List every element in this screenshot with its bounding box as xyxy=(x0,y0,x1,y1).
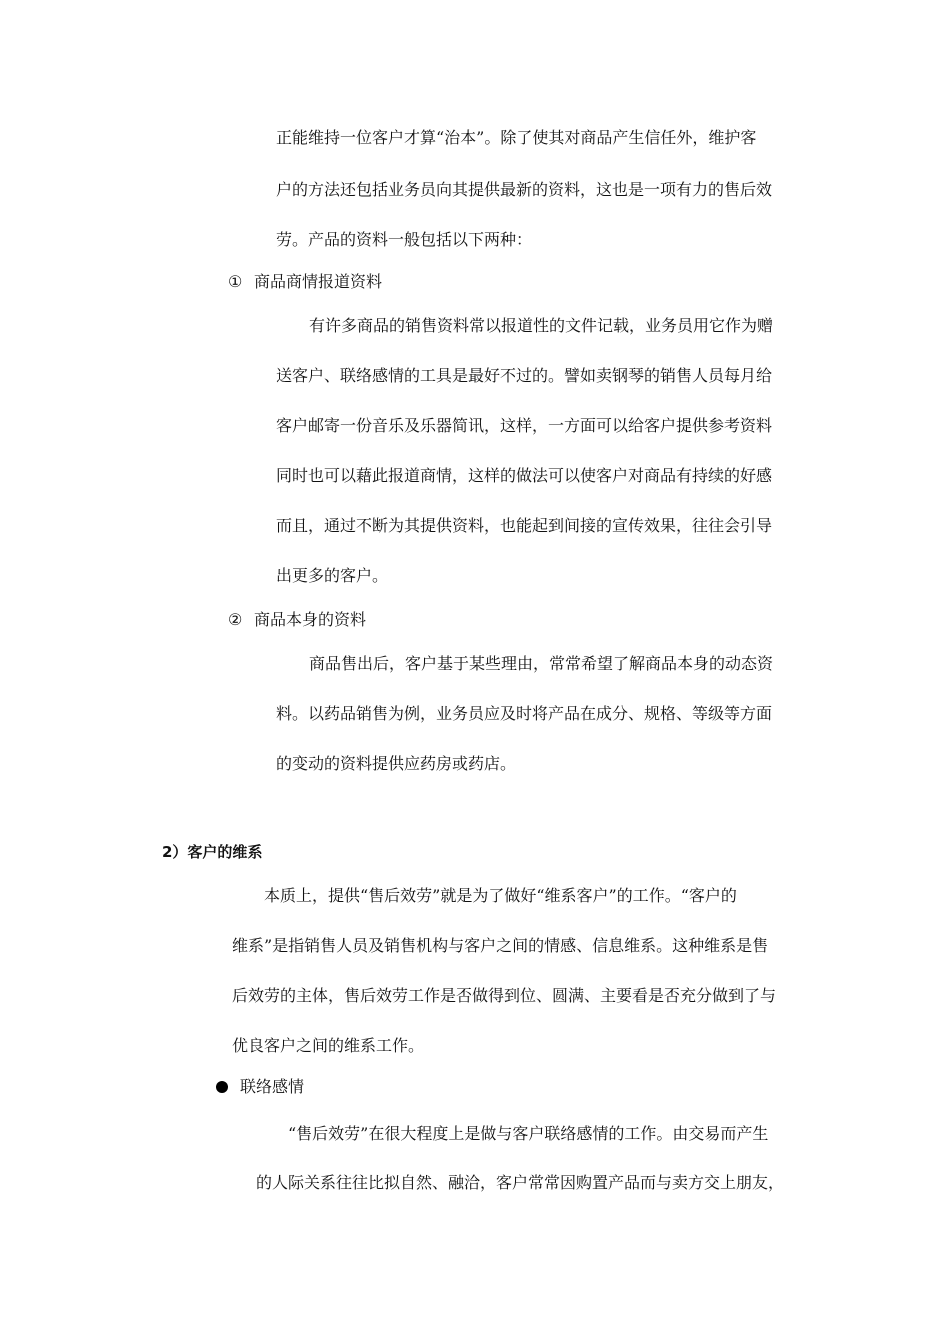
intro-line-3: 劳。产品的资料一般包括以下两种： xyxy=(276,230,533,249)
bullet-dot-icon xyxy=(216,1081,228,1093)
item1-line-5: 而且，通过不断为其提供资料，也能起到间接的宣传效果，往往会引导 xyxy=(276,516,773,535)
item2-line-3: 的变动的资料提供应药房或药店。 xyxy=(276,754,517,773)
section2-line-1: 本质上，提供“售后效劳”就是为了做好“维系客户”的工作。“客户的 xyxy=(264,886,737,905)
item2-line-2: 料。以药品销售为例，业务员应及时将产品在成分、规格、等级等方面 xyxy=(276,704,773,723)
item1-marker: ① xyxy=(228,272,243,291)
item1-line-1: 有许多商品的销售资料常以报道性的文件记载，业务员用它作为赠 xyxy=(309,316,774,335)
section2-line-4: 优良客户之间的维系工作。 xyxy=(232,1036,425,1055)
section2-line-2: 维系”是指销售人员及销售机构与客户之间的情感、信息维系。这种维系是售 xyxy=(232,936,769,955)
item2-line-1: 商品售出后，客户基于某些理由，常常希望了解商品本身的动态资 xyxy=(309,654,774,673)
section2-heading: 2）客户的维系 xyxy=(162,843,263,861)
item1-line-3: 客户邮寄一份音乐及乐器简讯，这样，一方面可以给客户提供参考资料 xyxy=(276,416,773,435)
item1-line-4: 同时也可以藉此报道商情，这样的做法可以使客户对商品有持续的好感 xyxy=(276,466,773,485)
bullet-line-2: 的人际关系往往比拟自然、融洽，客户常常因购置产品而与卖方交上朋友， xyxy=(256,1173,785,1192)
item2-marker: ② xyxy=(228,610,243,629)
section2-line-3: 后效劳的主体，售后效劳工作是否做得到位、圆满、主要看是否充分做到了与 xyxy=(232,986,777,1005)
intro-line-2: 户的方法还包括业务员向其提供最新的资料，这也是一项有力的售后效 xyxy=(276,180,773,199)
item1-title: 商品商情报道资料 xyxy=(254,272,383,291)
intro-line-1: 正能维持一位客户才算“治本”。除了使其对商品产生信任外，维护客 xyxy=(276,128,757,147)
bullet-line-1: “售后效劳”在很大程度上是做与客户联络感情的工作。由交易而产生 xyxy=(288,1124,769,1143)
item2-title: 商品本身的资料 xyxy=(254,610,367,629)
item1-line-6: 出更多的客户。 xyxy=(276,566,389,585)
item1-line-2: 送客户、联络感情的工具是最好不过的。譬如卖钢琴的销售人员每月给 xyxy=(276,366,773,385)
bullet-title: 联络感情 xyxy=(240,1077,305,1096)
